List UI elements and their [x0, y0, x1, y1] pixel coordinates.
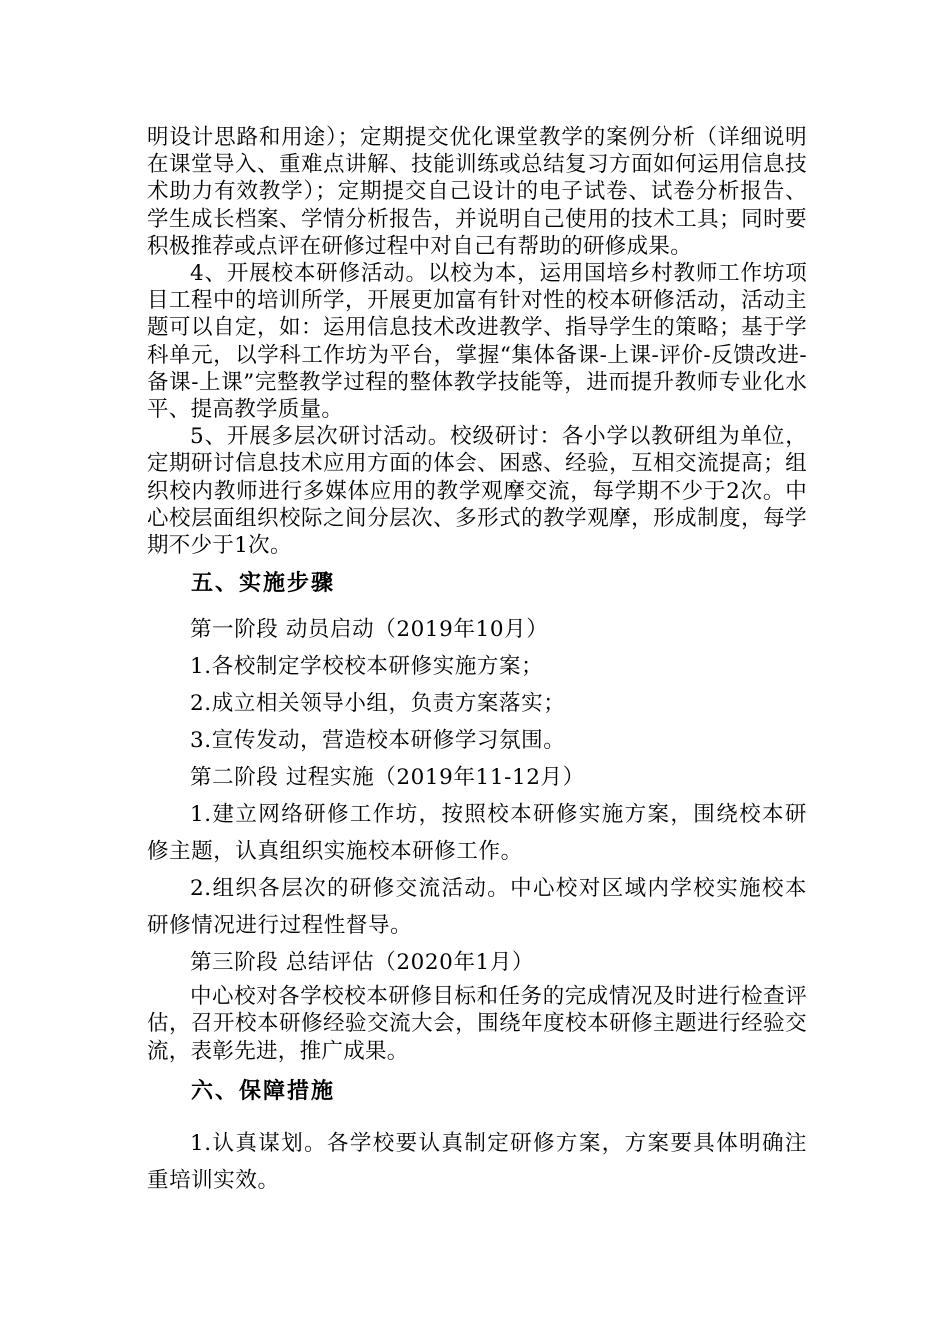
stage-2-item: 2.组织各层次的研修交流活动。中心校对区域内学校实施校本研修情况进行过程性督导。 [147, 876, 807, 939]
stage-1-item: 2.成立相关领导小组，负责方案落实； [190, 691, 566, 717]
stage-2-title: 第二阶段 过程实施（2019年11-12月） [190, 765, 585, 791]
stage-1-item: 1.各校制定学校校本研修实施方案； [190, 654, 544, 680]
section-heading-safeguard-measures: 六、保障措施 [191, 1078, 336, 1104]
paragraph-school-research: 4、开展校本研修活动。以校为本，运用国培乡村教师工作坊项目工程中的培训所学，开展更加富有针对性的校本研修活动，活动主题可以自定，如：运用信息技术改进教学、指导学生的策略；基于学科单元，以学科工作坊为平台，掌握“集体备课-上课-评价-反馈改进-备课-上课”完整教学过程的整体教学技能等，进而提升教师专业化水平、提高教学质量。 [147, 261, 807, 423]
stage-1-item: 3.宣传发动，营造校本研修学习氛围。 [190, 728, 566, 754]
stage-3-text: 中心校对各学校校本研修目标和任务的完成情况及时进行检查评估，召开校本研修经验交流大会，围绕年度校本研修主题进行经验交流，表彰先进，推广成果。 [147, 984, 807, 1064]
paragraph-continuation: 明设计思路和用途）；定期提交优化课堂教学的案例分析（详细说明在课堂导入、重难点讲解、技能训练或总结复习方面如何运用信息技术助力有效教学）；定期提交自己设计的电子试卷、试卷分析报告、学生成长档案、学情分析报告，并说明自己使用的技术工具；同时要积极推荐或点评在研修过程中对自己有帮助的研修成果。 [147, 125, 807, 259]
implementation-steps [147, 611, 807, 1065]
section-heading-implementation-steps: 五、实施步骤 [191, 571, 336, 597]
safeguard-item-1: 1.认真谋划。各学校要认真制定研修方案，方案要具体明确注重培训实效。 [147, 1130, 807, 1193]
stage-1-title: 第一阶段 动员启动（2019年10月） [190, 617, 549, 643]
paragraph-multilevel-seminar: 5、开展多层次研讨活动。校级研讨：各小学以教研组为单位，定期研讨信息技术应用方面的体会、困惑、经验，互相交流提高；组织校内教师进行多媒体应用的教学观摩交流，每学期不少于2次。中心校层面组织校际之间分层次、多形式的教学观摩，形成制度，每学期不少于1次。 [147, 424, 807, 559]
stage-3-title: 第三阶段 总结评估（2020年1月） [190, 950, 535, 976]
document-body [147, 120, 807, 1199]
stage-2-item: 1.建立网络研修工作坊，按照校本研修实施方案，围绕校本研修主题，认真组织实施校本研修工作。 [147, 802, 807, 865]
